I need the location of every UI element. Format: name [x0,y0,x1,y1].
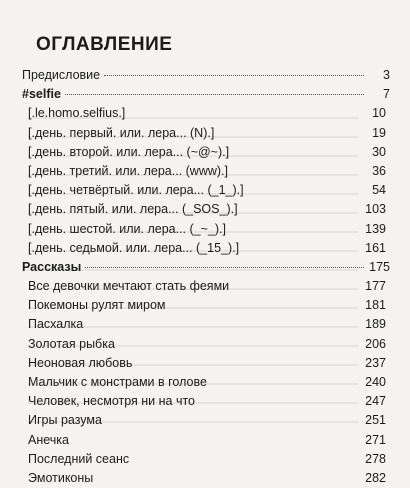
toc-entry-label: [.день. второй. или. лера... (~@~).] [28,144,230,159]
dot-leader [104,75,364,76]
toc-page-number: 139 [365,221,386,236]
toc-page-number: 3 [383,68,390,82]
toc-entry-label: #selfie [22,87,61,102]
toc-entry [22,469,390,488]
toc-entry-label: Последний сеанс [28,451,130,466]
toc-page-number: 181 [365,298,386,313]
toc-page-number: 36 [372,163,386,178]
toc-entry [22,411,390,430]
toc-entry [22,181,390,200]
toc-entry-label: Покемоны рулят миром [28,298,166,313]
dot-leader [85,267,364,268]
toc-entry-label: Рассказы [22,259,82,274]
toc-entry-label: [.день. седьмой. или. лера... (_15_).] [28,240,240,255]
toc-entry-label: Игры разума [28,413,102,428]
toc-page-number: 282 [365,470,386,485]
toc-entry [22,315,390,334]
toc-page-number: 30 [372,144,386,159]
toc-page-number: 19 [372,125,386,140]
toc-entry-label: Пасхалка [28,317,84,332]
toc-page-number: 247 [365,394,386,409]
toc-page-number: 237 [365,355,386,370]
toc-entry [22,431,390,450]
toc-page-number: 54 [372,183,386,198]
toc-page-number: 251 [365,413,386,428]
toc-page-number: 161 [365,240,386,255]
toc-entry-label: [.день. четвёртый. или. лера... (_1_).] [28,183,244,198]
toc-entry [22,450,390,469]
toc-entry-label: Неоновая любовь [28,355,133,370]
dot-leader [65,94,364,95]
toc-entry [22,373,390,392]
toc-page-number: 177 [365,279,386,294]
toc-page-number: 10 [372,106,386,121]
toc-section [22,85,390,104]
toc-page-number: 271 [365,432,386,447]
toc-entry [22,392,390,411]
toc-page-number: 278 [365,451,386,466]
toc-entry-label: [.день. пятый. или. лера... (_SOS_).] [28,202,238,217]
toc-entry [22,354,390,373]
toc-entry [22,162,390,181]
toc-entry-label: Человек, несмотря ни на что [28,394,196,409]
toc-entry [22,200,390,219]
toc-entry-label: Эмотиконы [28,470,94,485]
toc-page-number: 240 [365,375,386,389]
toc-entry [22,220,390,239]
toc-entry-label: Мальчик с монстрами в голове [28,375,207,389]
toc-page-number: 103 [365,202,386,217]
toc-entry [22,335,390,354]
toc-entry-label: Все девочки мечтают стать феями [28,279,230,294]
toc-section [22,258,390,277]
toc-entry-label: [.день. третий. или. лера... (www).] [28,163,228,178]
toc-page-number: 206 [365,336,386,351]
page-title: ОГЛАВЛЕНИЕ [36,34,173,55]
toc-entry [22,66,390,85]
table-of-contents [22,66,390,488]
toc-page-number: 189 [365,317,386,332]
toc-entry-label: [.день. шестой. или. лера... (_~_).] [28,221,226,236]
toc-entry [22,124,390,143]
toc-entry-label: [.le.homo.selfius.] [28,106,126,121]
toc-entry-label: Золотая рыбка [28,336,115,351]
toc-entry-label: Предисловие [22,68,101,82]
toc-page-number: 175 [369,259,390,274]
toc-entry [22,277,390,296]
toc-entry [22,239,390,258]
toc-entry-label: Анечка [28,432,69,447]
toc-entry [22,104,390,123]
toc-entry [22,296,390,315]
toc-entry [22,143,390,162]
toc-page-number: 7 [383,87,390,102]
toc-entry-label: [.день. первый. или. лера... (N).] [28,125,215,140]
